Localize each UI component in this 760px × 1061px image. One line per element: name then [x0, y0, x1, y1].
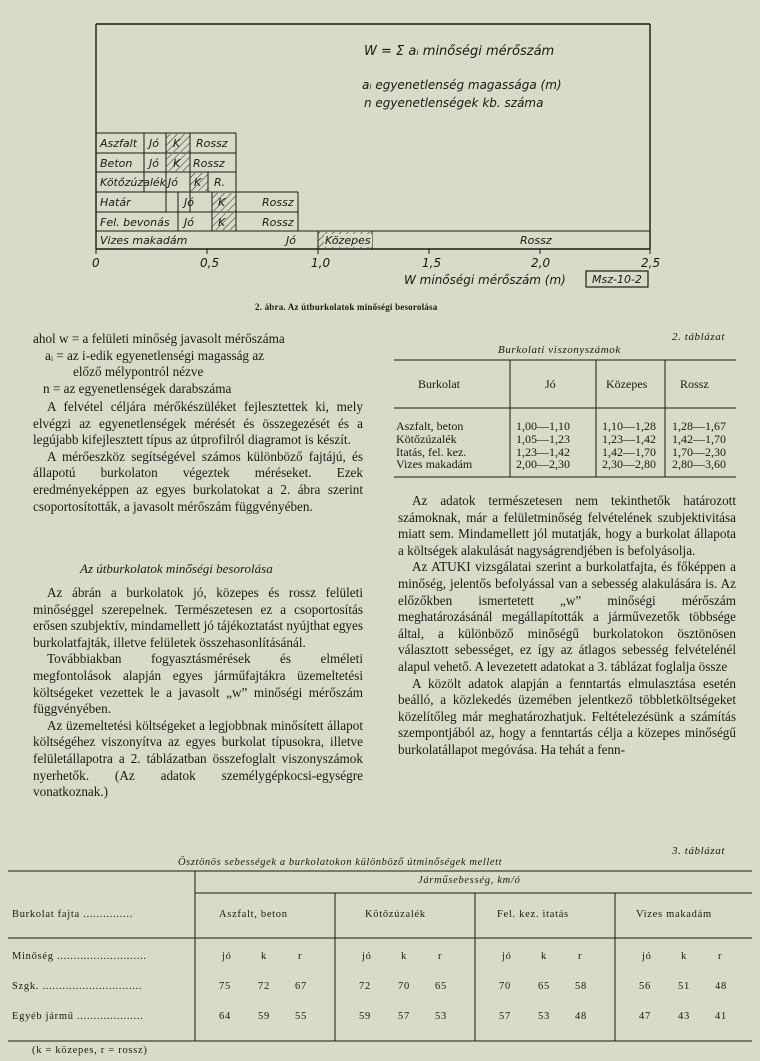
table-cell: 1,42—1,70: [602, 444, 656, 459]
quality-cell: k: [401, 951, 407, 962]
seg-label: Rossz: [262, 216, 294, 229]
table-cell: 41: [715, 1011, 727, 1022]
def-line: aᵢ = az i-edik egyenetlenségi magasság az: [45, 347, 265, 363]
seg-label: K: [194, 176, 202, 189]
table-cell: Aszfalt, beton: [396, 419, 464, 433]
table-cell: 58: [575, 981, 587, 992]
table3-row-label: Egyéb jármű ....................: [12, 1011, 144, 1022]
def-line: ahol w = a felületi minőség javasolt mérőszáma: [33, 331, 285, 346]
seg-label: Rossz: [262, 196, 294, 209]
quality-cell: r: [578, 951, 583, 962]
table2-header-burkolat: Burkolat: [418, 377, 460, 391]
paragraph: Az üzemeltetési költségeket a legjobbnak minősített állapot költségéhez viszonyítva az egyes burkolat típusokra, illetve felületállapotra a 2. táblázatban összefoglalt viszonyszámok nyerhetők. (Az adatok személygépkocsi-egységre vonatkoznak.): [33, 717, 363, 800]
table-cell: 59: [359, 1011, 371, 1022]
table-cell: 1,28—1,67: [672, 419, 726, 433]
table-cell: 55: [295, 1011, 307, 1022]
paragraph: A felvétel céljára mérőkészüléket fejlesztettek ki, mely elvégzi az egyenetlenségek mérését és összegezését és a legújabb kifejlesztett típus az útprofilról diagramot is készít.: [33, 399, 363, 448]
quality-cell: k: [541, 951, 547, 962]
table-cell: 1,05—1,23: [516, 431, 570, 446]
table-cell: 2,30—2,80: [602, 457, 656, 472]
table-cell: 51: [678, 981, 690, 992]
section-title: Az útburkolatok minőségi besorolása: [80, 561, 273, 576]
paragraph: Továbbiakban fogyasztásmérések és elméleti megfontolások alapján egyes járműfajtákra üzemeltetési költségeket vezettek le a javasolt „w” minőségi mérőszám függvényében.: [33, 651, 363, 717]
table-cell: 43: [678, 1011, 690, 1022]
seg-label: Közepes: [325, 234, 371, 247]
quality-cell: k: [261, 951, 267, 962]
seg-label: K: [173, 137, 181, 150]
table3-note: (k = közepes, r = rossz): [32, 1045, 148, 1056]
table-cell: 1,70—2,30: [672, 444, 726, 459]
table-cell: Itatás, fel. kez.: [396, 444, 467, 459]
seg-label: Jó: [184, 216, 194, 229]
table3-title: Ösztönös sebességek a burkolatokon különböző útminőségek mellett: [178, 857, 503, 868]
seg-label: R.: [214, 176, 226, 189]
figure-caption: 2. ábra. Az útburkolatok minőségi besorolása: [255, 302, 438, 312]
stamp-text: Msz-10-2: [592, 273, 642, 286]
table-cell: 72: [359, 981, 371, 992]
tick-label: 1,5: [422, 256, 442, 270]
paragraph: A mérőeszköz segítségével számos különböző fajtájú, és állapotú burkolaton végeztek méréseket. Ezek eredményeképpen az egyes burkolatokat a 2. ábra szerint csoportosították, a javasolt mérőszám függvényében.: [33, 448, 363, 514]
row-label-kotozuzalek: Kötőzúzalék: [100, 176, 167, 189]
table2-header-jo: Jó: [545, 377, 556, 391]
row-label-beton: Beton: [100, 157, 133, 170]
quality-cell: k: [681, 951, 687, 962]
quality-cell: jó: [502, 951, 512, 962]
quality-cell: r: [718, 951, 723, 962]
table3-super-header: Járműsebesség, km/ó: [418, 875, 521, 886]
table3-group: Fel. kez. itatás: [497, 909, 569, 920]
table3-group: Aszfalt, beton: [219, 909, 288, 920]
table-cell: 64: [219, 1011, 231, 1022]
table-cell: 2,80—3,60: [672, 457, 726, 472]
table3-row-head: Burkolat fajta ...............: [12, 909, 134, 920]
table-cell: 48: [715, 981, 727, 992]
table-cell: 47: [639, 1011, 651, 1022]
legend-n: n egyenetlenségek kb. száma: [364, 96, 544, 110]
seg-label: K: [218, 216, 226, 229]
seg-label: Jó: [168, 176, 178, 189]
table-cell: Kötőzúzalék: [396, 431, 457, 446]
table-cell: 1,10—1,28: [602, 419, 656, 433]
seg-label: Rossz: [193, 157, 225, 170]
def-line: előző mélypontról nézve: [73, 364, 204, 380]
table-cell: 53: [538, 1011, 550, 1022]
paragraph: Az ábrán a burkolatok jó, közepes és rossz felületi minőséggel szerepelnek. Természetesen ez a csoportosítás erősen szubjektív, mindamellett jó tájékoztatást nyújthat egyes burkolatfajták, illetve felületek összehasonlításánál.: [33, 585, 363, 650]
table-cell: 59: [258, 1011, 270, 1022]
table-cell: 1,23—1,42: [602, 431, 656, 446]
row-label-fel-bevonas: Fel. bevonás: [100, 216, 170, 229]
legend-ai: aᵢ egyenetlenség magassága (m): [362, 78, 562, 92]
tick-label: 2,0: [531, 256, 551, 270]
table3-label: 3. táblázat: [672, 845, 726, 857]
table-cell: 65: [538, 981, 550, 992]
table3-group: Vizes makadám: [636, 909, 712, 920]
quality-cell: jó: [362, 951, 372, 962]
table2-header-rossz: Rossz: [680, 377, 709, 391]
def-line: n = az egyenetlenségek darabszáma: [43, 380, 232, 396]
quality-cell: jó: [642, 951, 652, 962]
formula: W = Σ aᵢ minőségi mérőszám: [364, 44, 555, 59]
quality-cell: jó: [222, 951, 232, 962]
table3-quality-label: Minőség ...........................: [12, 951, 147, 962]
seg-label: K: [218, 196, 226, 209]
quality-cell: r: [438, 951, 443, 962]
table-cell: 1,42—1,70: [672, 431, 726, 446]
table3-row-label: Szgk. ..............................: [12, 981, 143, 992]
tick-label: 0,5: [200, 256, 220, 270]
table-cell: 48: [575, 1011, 587, 1022]
paragraph: A közölt adatok alapján a fenntartás elmulasztása esetén beálló, a közlekedés üzemében jelentkező többletköltségeket közelítőleg már meghatározhatjuk. Feltételezésünk a számítás szempontjából az, hogy a fenntartás célja a közepes minőségű burkolatállapot megóvása. Ha tehát a fenn-: [398, 675, 736, 757]
tick-label: 0: [92, 256, 100, 270]
tick-label: 1,0: [311, 256, 331, 270]
table-cell: 56: [639, 981, 651, 992]
table2-header-kozepes: Közepes: [606, 377, 648, 391]
seg-label: Jó: [184, 196, 194, 209]
seg-label: K: [173, 157, 181, 170]
paragraph: Az ATUKI vizsgálatai szerint a burkolatfajta, és főképpen a minőség, jelentős befolyással van a sebesség alakulására is. Az előzőkben ismertetett „w” minőségi mérőszám meghatározásánál megállapították a járművezetők többsége által, a különböző minőségű burkolatokon ösztönösen választott sebességet, ez így az átlagos sebesség felvételénél alapul vehető. A levezetett adatokat a 3. táblázat foglalja össze: [398, 559, 736, 674]
table-cell: 57: [398, 1011, 410, 1022]
paragraph: Az adatok természetesen nem tekinthetők határozott számoknak, már a felületminőség felvételének szubjektivitása miatt sem. Mindamellett jól mutatják, hogy a burkolat állapota a költségek alakulását nagyságrendjében is befolyásolja.: [398, 493, 736, 558]
seg-label: Rossz: [520, 234, 552, 247]
table-cell: 1,23—1,42: [516, 444, 570, 459]
seg-label: Jó: [149, 137, 159, 150]
table-cell: 57: [499, 1011, 511, 1022]
row-label-hatar: Határ: [100, 196, 131, 209]
tick-label: 2,5: [641, 256, 661, 270]
table-cell: 2,00—2,30: [516, 457, 570, 472]
table-cell: 70: [398, 981, 410, 992]
table3-group: Kötőzúzalék: [365, 909, 426, 920]
table-cell: Vizes makadám: [396, 457, 473, 472]
row-label-vizes-makadam: Vizes makadám: [100, 234, 188, 247]
table-cell: 53: [435, 1011, 447, 1022]
table2-title: Burkolati viszonyszámok: [498, 344, 621, 356]
table-cell: 75: [219, 981, 231, 992]
row-label-aszfalt: Aszfalt: [100, 137, 138, 150]
seg-label: Jó: [286, 234, 296, 247]
table-cell: 65: [435, 981, 447, 992]
table-cell: 70: [499, 981, 511, 992]
table-cell: 72: [258, 981, 270, 992]
quality-cell: r: [298, 951, 303, 962]
table-cell: 1,00—1,10: [516, 419, 570, 433]
x-axis-label: W minőségi mérőszám (m): [404, 273, 566, 287]
table-cell: 67: [295, 981, 307, 992]
table2-label: 2. táblázat: [672, 331, 726, 343]
seg-label: Rossz: [196, 137, 228, 150]
seg-label: Jó: [149, 157, 159, 170]
